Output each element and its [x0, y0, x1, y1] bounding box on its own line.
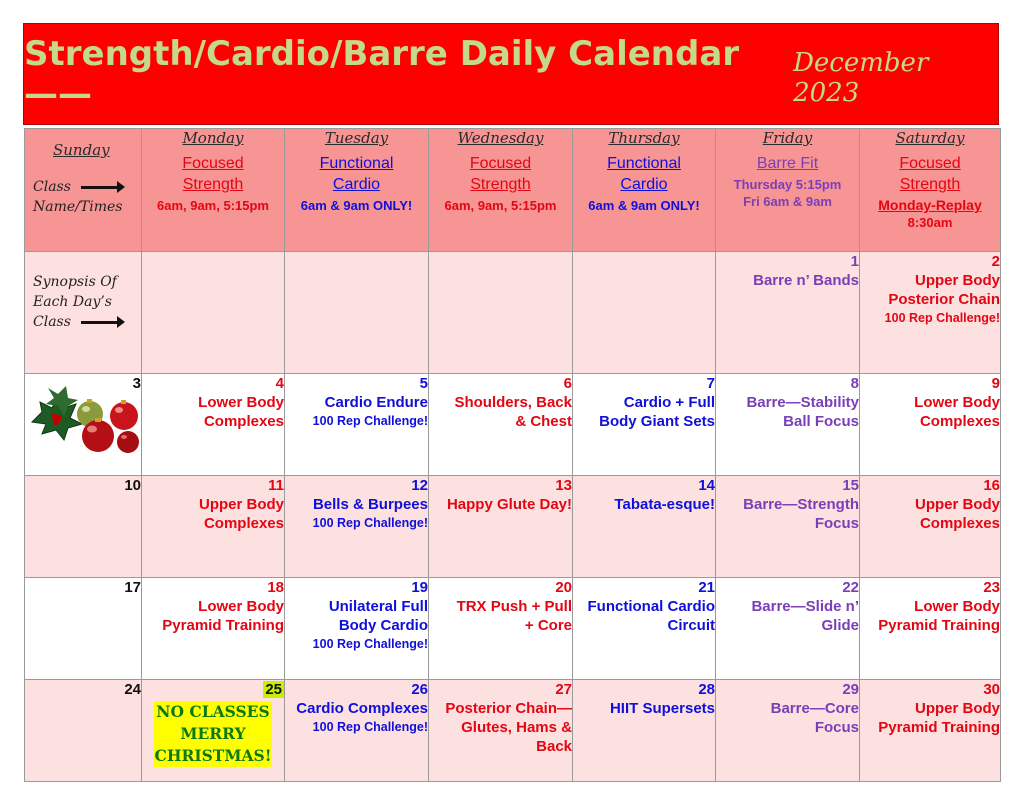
class-title-2: Body Cardio — [338, 617, 428, 634]
day-number: 17 — [124, 579, 141, 596]
day-number: 6 — [563, 375, 572, 392]
day-number: 24 — [124, 681, 141, 698]
day-number: 5 — [419, 375, 428, 392]
day-name-friday: Friday — [762, 129, 813, 147]
day-number: 27 — [555, 681, 572, 698]
no-classes-line3: CHRISTMAS! — [154, 746, 272, 765]
header-wednesday — [429, 129, 573, 252]
class-title: Cardio Complexes — [296, 700, 428, 717]
day-number: 10 — [124, 477, 141, 494]
day-number: 25 — [265, 681, 282, 698]
day-cell-8 — [716, 374, 860, 476]
arrow-right-icon — [81, 186, 119, 189]
class-title: Barre—Slide n’ — [751, 598, 859, 615]
day-cell-22 — [716, 578, 860, 680]
day-number: 3 — [132, 375, 141, 392]
week-row — [25, 476, 1001, 578]
class-title-2: & Chest — [515, 413, 572, 430]
day-name-tuesday: Tuesday — [324, 129, 389, 147]
day-number: 18 — [267, 579, 284, 596]
day-cell-27 — [429, 680, 573, 782]
synopsis-line3: Class — [33, 314, 71, 330]
class-title-2: Complexes — [203, 515, 284, 532]
class-title-2: Body Giant Sets — [599, 413, 715, 430]
day-cell-empty — [429, 252, 573, 374]
day-cell-23 — [860, 578, 1001, 680]
day-cell-empty — [285, 252, 429, 374]
class-name-thursday: Functional Cardio — [607, 155, 681, 193]
day-cell-26 — [285, 680, 429, 782]
day-number: 11 — [268, 477, 284, 494]
day-cell-4 — [142, 374, 285, 476]
week-row — [25, 578, 1001, 680]
day-cell-21 — [573, 578, 716, 680]
class-name-saturday: Focused Strength — [899, 155, 961, 193]
class-title: Upper Body — [914, 496, 1000, 513]
day-number: 23 — [983, 579, 1000, 596]
class-title: Barre n’ Bands — [753, 272, 859, 289]
day-number: 22 — [842, 579, 859, 596]
class-title: Cardio Endure — [324, 394, 428, 411]
day-number: 29 — [842, 681, 859, 698]
day-number: 20 — [555, 579, 572, 596]
day-cell-empty — [573, 252, 716, 374]
class-title: Lower Body — [198, 394, 284, 411]
day-cell-30 — [860, 680, 1001, 782]
header-tuesday — [285, 129, 429, 252]
day-name-monday: Monday — [182, 129, 244, 147]
class-title-2: Circuit — [667, 617, 715, 634]
class-title-2: Pyramid Training — [878, 719, 1000, 736]
day-cell-7 — [573, 374, 716, 476]
class-title-2: Posterior Chain — [888, 291, 1000, 308]
class-title: Lower Body — [914, 598, 1000, 615]
day-cell-6 — [429, 374, 573, 476]
day-cell-29 — [716, 680, 860, 782]
day-name-thursday: Thursday — [608, 129, 680, 147]
class-title: Barre—Stability — [746, 394, 859, 411]
day-cell-19 — [285, 578, 429, 680]
day-number: 8 — [850, 375, 859, 392]
day-number: 1 — [850, 253, 859, 270]
header-sunday — [25, 129, 142, 252]
class-name-wednesday: Focused Strength — [469, 155, 532, 193]
header-saturday — [860, 129, 1001, 252]
class-title-2: Pyramid Training — [878, 617, 1000, 634]
challenge-note: 100 Rep Challenge! — [884, 311, 1000, 325]
class-title: Happy Glute Day! — [446, 496, 572, 513]
header-monday — [142, 129, 285, 252]
day-cell-16 — [860, 476, 1001, 578]
class-title: Lower Body — [198, 598, 284, 615]
class-times-thursday: 6am & 9am ONLY! — [588, 198, 700, 213]
class-title: Unilateral Full — [328, 598, 428, 615]
no-classes-line1: NO CLASSES — [156, 702, 270, 721]
day-number: 21 — [698, 579, 715, 596]
day-cell-12 — [285, 476, 429, 578]
day-cell-24 — [25, 680, 142, 782]
week-row — [25, 252, 1001, 374]
day-name-wednesday: Wednesday — [457, 129, 544, 147]
class-title: Lower Body — [914, 394, 1000, 411]
header-thursday — [573, 129, 716, 252]
day-number: 2 — [991, 253, 1000, 270]
challenge-note: 100 Rep Challenge! — [312, 720, 428, 734]
day-number: 4 — [275, 375, 284, 392]
no-classes-notice — [154, 701, 271, 767]
day-cell-13 — [429, 476, 573, 578]
class-times-tuesday: 6am & 9am ONLY! — [300, 198, 413, 213]
class-title-2: Pyramid Training — [162, 617, 284, 634]
class-title: Barre—Strength — [743, 496, 859, 513]
day-cell-9 — [860, 374, 1001, 476]
day-number: 28 — [698, 681, 715, 698]
name-times-label: Name/Times — [33, 199, 123, 215]
class-title: Functional Cardio — [587, 598, 715, 615]
class-sub-saturday: Monday-Replay — [878, 197, 982, 213]
day-name-saturday: Saturday — [895, 129, 965, 147]
challenge-note: 100 Rep Challenge! — [312, 516, 428, 530]
holly-ornaments-image — [28, 378, 140, 456]
class-name-monday: Focused Strength — [182, 155, 244, 193]
class-title: TRX Push + Pull — [456, 598, 572, 615]
class-title-2: Glutes, Hams & — [461, 719, 572, 736]
class-title: Upper Body — [198, 496, 284, 513]
day-number: 7 — [706, 375, 715, 392]
day-cell-empty — [142, 252, 285, 374]
day-number: 12 — [411, 477, 428, 494]
class-title-2: Glide — [821, 617, 859, 634]
day-cell-11 — [142, 476, 285, 578]
header-friday — [716, 129, 860, 252]
class-title-2: Complexes — [919, 413, 1000, 430]
class-title: Upper Body — [914, 700, 1000, 717]
calendar-title: Strength/Cardio/Barre Daily Calendar—— — [24, 34, 740, 114]
challenge-note: 100 Rep Challenge! — [312, 414, 428, 428]
class-title: Shoulders, Back — [454, 394, 572, 411]
class-title-2: Focus — [814, 719, 859, 736]
day-number: 9 — [991, 375, 1000, 392]
day-cell-5 — [285, 374, 429, 476]
synopsis-line2: Each Day’s — [33, 294, 112, 310]
arrow-right-icon — [81, 321, 119, 324]
class-title: Barre—Core — [770, 700, 859, 717]
week-row — [25, 680, 1001, 782]
calendar-banner — [23, 23, 999, 125]
day-cell-17 — [25, 578, 142, 680]
day-number: 16 — [983, 477, 1000, 494]
class-title: Bells & Burpees — [312, 496, 428, 513]
header-row — [25, 129, 1001, 252]
class-times-friday-1: Thursday 5:15pm — [733, 177, 842, 192]
synopsis-line1: Synopsis Of — [33, 274, 117, 290]
class-times-monday: 6am, 9am, 5:15pm — [156, 198, 269, 213]
day-cell-10 — [25, 476, 142, 578]
class-title: Posterior Chain— — [445, 700, 572, 717]
day-cell-1 — [716, 252, 860, 374]
calendar-grid — [24, 128, 1001, 782]
class-label: Class — [33, 179, 71, 195]
day-cell-28 — [573, 680, 716, 782]
class-title: HIIT Supersets — [609, 700, 715, 717]
day-cell-18 — [142, 578, 285, 680]
day-cell-25 — [142, 680, 285, 782]
no-classes-line2: MERRY — [180, 724, 246, 743]
day-number: 15 — [842, 477, 859, 494]
day-cell-15 — [716, 476, 860, 578]
day-number: 14 — [698, 477, 715, 494]
class-name-tuesday: Functional Cardio — [319, 155, 394, 193]
class-name-friday: Barre Fit — [756, 155, 819, 172]
day-number: 19 — [411, 579, 428, 596]
day-name-sunday: Sunday — [53, 141, 110, 159]
class-times-friday-2: Fri 6am & 9am — [743, 194, 832, 209]
class-title: Cardio + Full — [623, 394, 715, 411]
day-cell-20 — [429, 578, 573, 680]
class-title-2: + Core — [524, 617, 572, 634]
day-number: 13 — [555, 477, 572, 494]
week-row — [25, 374, 1001, 476]
day-number: 26 — [411, 681, 428, 698]
class-times-saturday: 8:30am — [907, 215, 953, 230]
day-cell-14 — [573, 476, 716, 578]
class-title-3: Back — [536, 738, 572, 755]
day-number: 30 — [983, 681, 1000, 698]
class-title: Tabata-esque! — [614, 496, 715, 513]
class-title-2: Complexes — [203, 413, 284, 430]
class-times-wednesday: 6am, 9am, 5:15pm — [444, 198, 557, 213]
day-cell-2 — [860, 252, 1001, 374]
class-title-2: Complexes — [919, 515, 1000, 532]
challenge-note: 100 Rep Challenge! — [312, 637, 428, 651]
calendar-month: December 2023 — [793, 48, 929, 108]
class-title-2: Ball Focus — [783, 413, 859, 430]
class-title-2: Focus — [814, 515, 859, 532]
synopsis-cell — [25, 252, 142, 374]
class-title: Upper Body — [914, 272, 1000, 289]
